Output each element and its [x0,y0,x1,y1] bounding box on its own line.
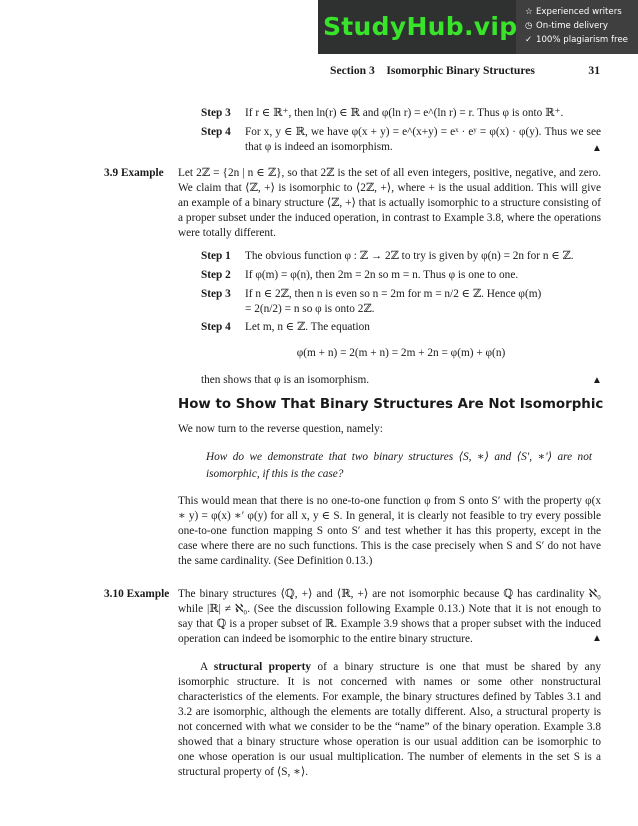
page-number: 31 [588,64,600,77]
step-text: If r ∈ ℝ⁺, then ln(r) ∈ ℝ and φ(ln r) = e^(ln r) = r. Thus φ is onto ℝ⁺. [245,107,564,119]
example-3-10-text: The binary structures ⟨ℚ, +⟩ and ⟨ℝ, +⟩ are not isomorphic because ℚ has cardinality ℵ₀ while |ℝ| ≠ ℵ₀. (See the discussion following Example 0.13.) Note that it is not enough to say that ℚ is a proper subset of ℝ. Example 3.9 shows that a proper subset with the induced operation can indeed be isomorphic to the entire binary structure. [178,588,601,645]
studyhub-logo[interactable]: StudyHub.vip [318,0,516,54]
step-text: If φ(m) = φ(n), then 2m = 2n so m = n. Thus φ is one to one. [245,269,519,281]
running-head [330,63,600,78]
step-label: Step 4 [201,321,231,333]
example-3-10-label: 3.10 Example [104,588,170,600]
structural-property-paragraph [178,660,601,780]
step-text: Let m, n ∈ ℤ. The equation [245,321,370,333]
step-label: Step 3 [201,107,231,119]
check-icon: ✓ [525,35,533,45]
feature-label: 100% plagiarism free [536,35,628,45]
feature-label: Experienced writers [536,7,622,17]
isomorphism-equation: φ(m + n) = 2(m + n) = 2m + 2n = φ(m) + φ(n) [296,347,506,359]
banner-features [525,5,628,47]
feature-plagiarism [525,33,628,47]
step-text: The obvious function φ : ℤ → 2ℤ to try is given by φ(n) = 2n for n ∈ ℤ. [245,250,574,262]
feature-delivery [525,19,628,33]
paragraph-body: of a binary structure is one that must be shared by any isomorphic structure. It is not concerned with names or some other nonstructural characteristics of the elements. For example, the binary structures defined by Tables 3.1 and 3.2 are isomorphic, although the elements are totally different. Also, a structural property is not concerned with what we consider to be the “name” of the binary operation. Example 3.8 showed that a binary structure whose operation is our usual addition can be isomorphic to one whose operation is our usual multiplication. The number of elements in the set S is a structural property of ⟨S, ∗⟩. [178,661,601,778]
ex39-conclusion: then shows that φ is an isomorphism. [201,374,370,386]
end-of-example-marker: ▲ [592,633,602,644]
star-icon: ☆ [525,7,533,17]
example-3-9-intro: Let 2ℤ = {2n | n ∈ ℤ}, so that 2ℤ is the set of all even integers, positive, negative, and zero. We claim that ⟨ℤ, +⟩ is isomorphic to ⟨2ℤ, +⟩, where + is the usual addition. This will give an example of a binary structure ⟨ℤ, +⟩ that is actually isomorphic to a structure consisting of a proper subset under the induced operation, in contrast to Example 3.8, where the operations were totally different. [178,167,601,239]
end-of-example-marker: ▲ [592,375,602,386]
running-head-section: Section 3 [330,64,375,77]
step-text: For x, y ∈ ℝ, we have φ(x + y) = e^(x+y) = eˣ · eʸ = φ(x) · φ(y). Thus we see that φ is indeed an isomorphism. [245,126,601,153]
feature-writers [525,5,628,19]
section-heading: How to Show That Binary Structures Are Not Isomorphic [178,397,604,412]
step-label: Step 3 [201,288,231,300]
end-of-example-marker: ▲ [592,143,602,154]
paragraph-lead: A [200,661,214,673]
clock-icon: ◷ [525,21,533,31]
reverse-question: How do we demonstrate that two binary structures ⟨S, ∗⟩ and ⟨S′, ∗′⟩ are not isomorphic, if this is the case? [206,451,592,480]
studyhub-banner[interactable] [318,0,638,54]
step-label: Step 4 [201,126,231,138]
step-text: If n ∈ 2ℤ, then n is even so n = 2m for m = n/2 ∈ ℤ. Hence φ(m) = 2(n/2) = n so φ is onto 2ℤ. [245,288,542,315]
running-head-title: Isomorphic Binary Structures [386,64,535,77]
step-label: Step 1 [201,250,231,262]
reverse-intro: We now turn to the reverse question, namely: [178,423,383,435]
reverse-paragraph: This would mean that there is no one-to-one function φ from S onto S′ with the property φ(x ∗ y) = φ(x) ∗′ φ(y) for all x, y ∈ S. In general, it is clearly not feasible to try every possible one-to-one function mapping S onto S′ and test whether it has this property, except in the case where there are no such functions. This is the case precisely when S and S′ do not have the same cardinality. (See Definition 0.13.) [178,495,601,567]
example-3-9-label: 3.9 Example [104,167,164,179]
feature-label: On-time delivery [536,21,608,31]
structural-property-term: structural property [213,661,312,673]
step-label: Step 2 [201,269,231,281]
